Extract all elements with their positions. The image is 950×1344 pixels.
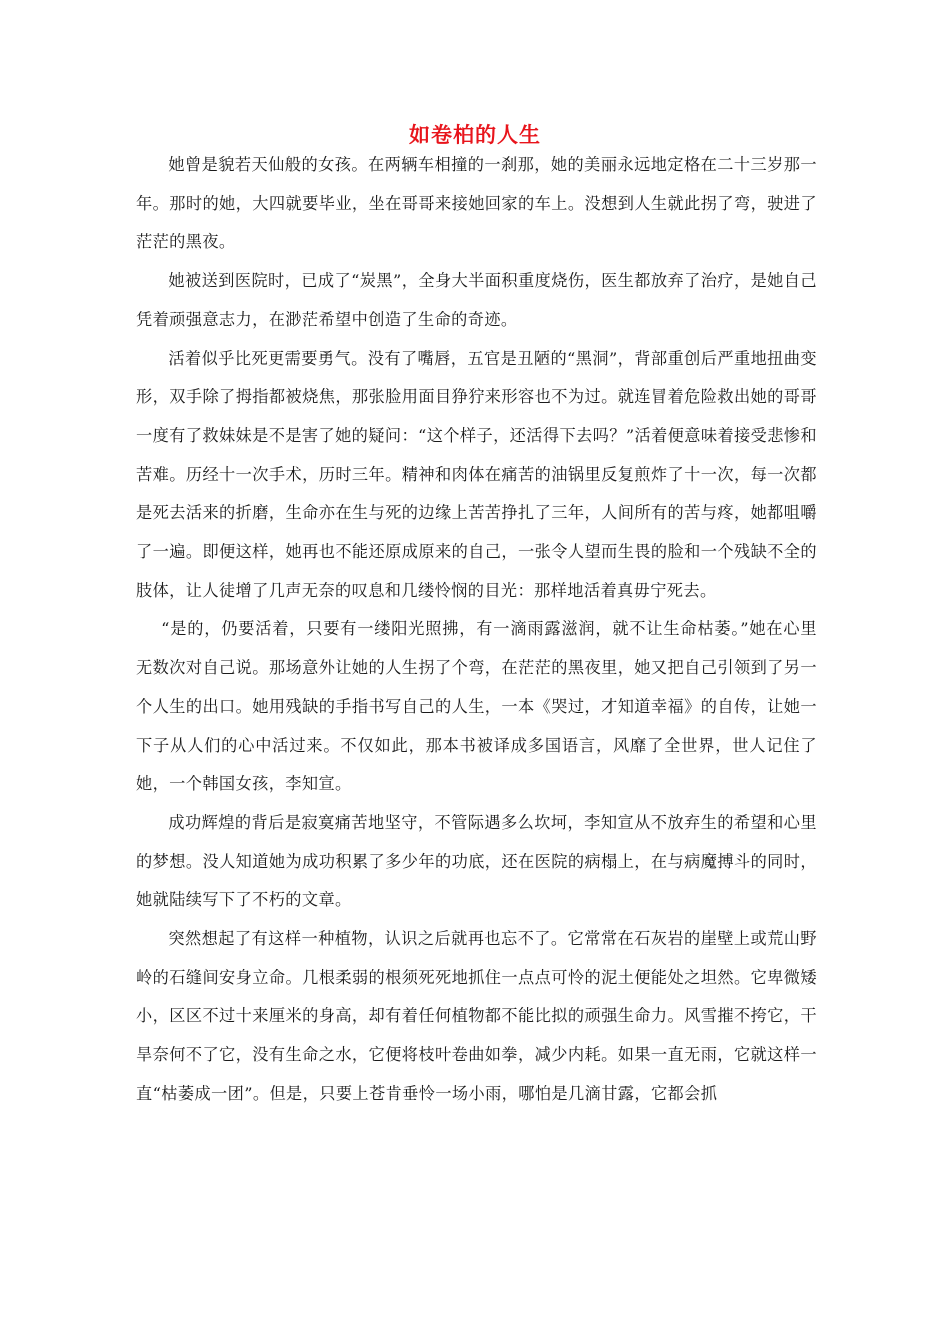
paragraph-6: 突然想起了有这样一种植物，认识之后就再也忘不了。它常常在石灰岩的崖壁上或荒山野岭的石缝间安身立命。几根柔弱的根须死死地抓住一点点可怜的泥土便能处之坦然。它卑微矮小，区区不过十来厘米的身高，却有着任何植物都不能比拟的顽强生命力。风雪摧不挎它，干旱奈何不了它，没有生命之水，它便将枝叶卷曲如拳，减少内耗。如果一直无雨，它就这样一直“枯萎成一团”。但是，只要上苍肯垂怜一场小雨，哪怕是几滴甘露，它都会抓 [136,929,817,1103]
paragraph-3: 活着似乎比死更需要勇气。没有了嘴唇，五官是丑陋的“黑洞”，背部重创后严重地扭曲变形，双手除了拇指都被烧焦，那张脸用面目狰狞来形容也不为过。就连冒着危险救出她的哥哥一度有了救妹妹是不是害了她的疑问：“这个样子，还活得下去吗？”活着便意味着接受悲惨和苦难。历经十一次手术，历时三年。精神和肉体在痛苦的油锅里反复煎炸了十一次，每一次都是死去活来的折磨，生命亦在生与死的边缘上苦苦挣扎了三年，人间所有的苦与疼，她都咀嚼了一遍。即便这样，她再也不能还原成原来的自己，一张令人望而生畏的脸和一个残缺不全的肢体，让人徒增了几声无奈的叹息和几缕怜悯的目光：那样地活着真毋宁死去。 [136,348,817,600]
paragraph-5: 成功辉煌的背后是寂寞痛苦地坚守，不管际遇多么坎坷，李知宣从不放弃生的希望和心里的梦想。没人知道她为成功积累了多少年的功底，还在医院的病榻上，在与病魔搏斗的同时，她就陆续写下了不朽的文章。 [136,812,817,910]
document-title: 如卷柏的人生 [409,123,541,147]
paragraph-2: 她被送到医院时，已成了“炭黑”，全身大半面积重度烧伤，医生都放弃了治疗，是她自己凭着顽强意志力，在渺茫希望中创造了生命的奇迹。 [136,271,817,329]
paragraph-1: 她曾是貌若天仙般的女孩。在两辆车相撞的一刹那，她的美丽永远地定格在二十三岁那一年。那时的她，大四就要毕业，坐在哥哥来接她回家的车上。没想到人生就此拐了弯，驶进了茫茫的黑夜。 [136,155,817,252]
document-body [136,146,817,1114]
paragraph-4: “是的，仍要活着，只要有一缕阳光照拂，有一滴雨露滋润，就不让生命枯萎。”她在心里无数次对自己说。那场意外让她的人生拐了个弯，在茫茫的黑夜里，她又把自己引领到了另一个人生的出口。她用残缺的手指书写自己的人生，一本《哭过，才知道幸福》的自传，让她一下子从人们的心中活过来。不仅如此，那本书被译成多国语言，风靡了全世界，世人记住了她，一个韩国女孩，李知宣。 [136,619,817,794]
